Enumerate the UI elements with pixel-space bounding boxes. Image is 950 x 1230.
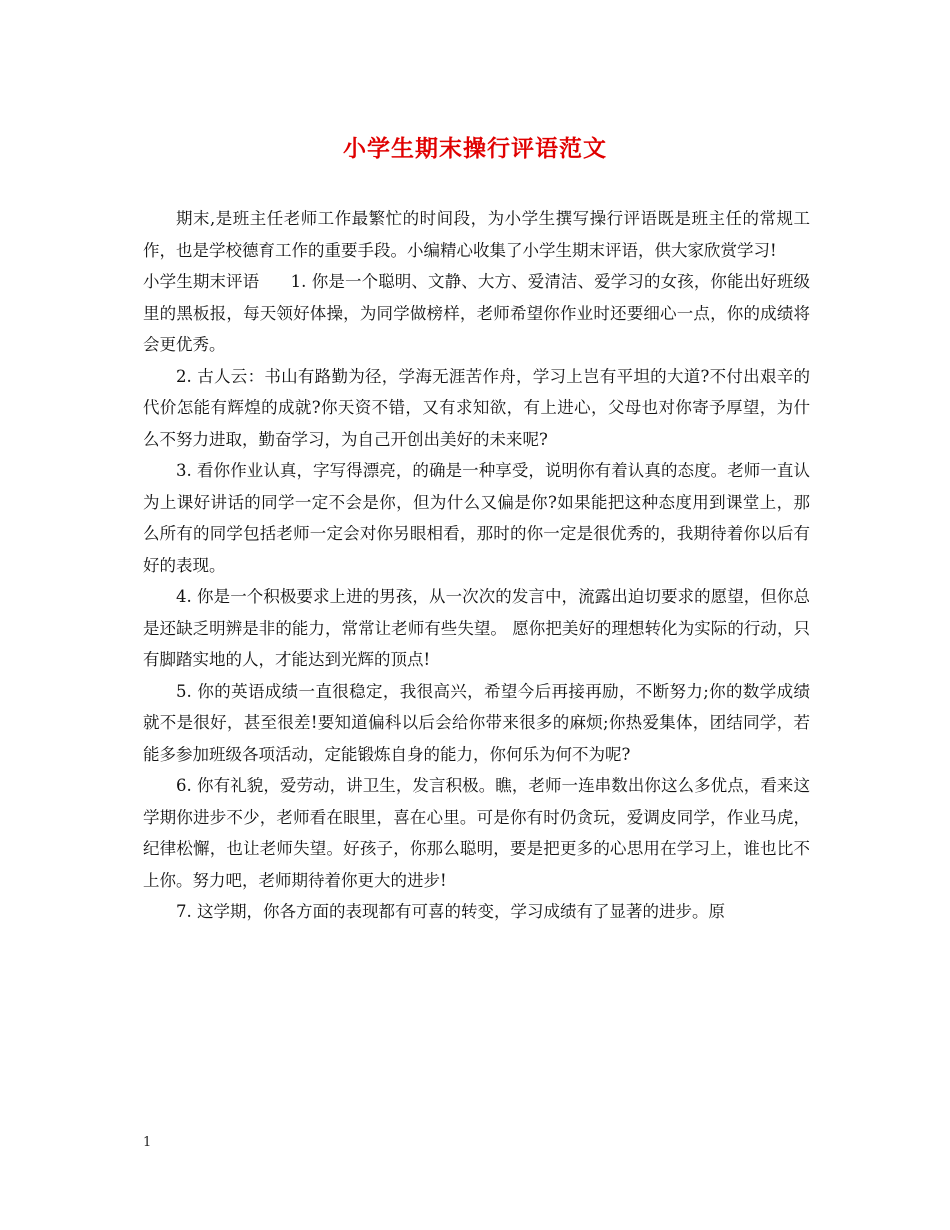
page-number: 1 — [143, 1135, 152, 1150]
document-body — [143, 203, 810, 928]
paragraph-7: 7. 这学期，你各方面的表现都有可喜的转变，学习成绩有了显著的进步。原 — [176, 902, 725, 921]
paragraph-4: 4. 你是一个积极要求上进的男孩，从一次次的发言中，流露出迫切要求的愿望，但你总是还缺乏明辨是非的能力，常常让老师有些失望。 愿你把美好的理想转化为实际的行动，只有脚踏实地的人，才能达到光辉的顶点! — [143, 587, 810, 669]
paragraph-3: 3. 看你作业认真，字写得漂亮，的确是一种享受，说明你有着认真的态度。老师一直认为上课好讲话的同学一定不会是你，但为什么又偏是你?如果能把这种态度用到课堂上，那么所有的同学包括老师一定会对你另眼相看，那时的你一定是很优秀的，我期待着你以后有好的表现。 — [143, 461, 810, 575]
document-title: 小学生期末操行评语范文 — [343, 135, 607, 162]
paragraph-5: 5. 你的英语成绩一直很稳定，我很高兴，希望今后再接再励，不断努力;你的数学成绩就不是很好，甚至很差!要知道偏科以后会给你带来很多的麻烦;你热爱集体，团结同学，若能多参加班级各项活动，定能锻炼自身的能力，你何乐为何不为呢? — [143, 681, 810, 764]
paragraph-1-text: 1. 你是一个聪明、文静、大方、爱清洁、爱学习的女孩，你能出好班级里的黑板报，每天领好体操，为同学做榜样，老师希望你作业时还要细心一点，你的成绩将会更优秀。 — [143, 272, 810, 354]
intro-paragraph: 期末,是班主任老师工作最繁忙的时间段，为小学生撰写操行评语既是班主任的常规工作，也是学校德育工作的重要手段。小编精心收集了小学生期末评语，供大家欣赏学习! — [143, 209, 810, 260]
paragraph-2: 2. 古人云：书山有路勤为径，学海无涯苦作舟，学习上岂有平坦的大道?不付出艰辛的代价怎能有辉煌的成就?你天资不错，又有求知欲，有上进心，父母也对你寄予厚望，为什么不努力进取，勤奋学习，为自己开创出美好的未来呢? — [143, 366, 810, 449]
section-label: 小学生期末评语 — [143, 272, 260, 291]
paragraph-6: 6. 你有礼貌，爱劳动，讲卫生，发言积极。瞧，老师一连串数出你这么多优点，看来这学期你进步不少，老师看在眼里，喜在心里。可是你有时仍贪玩，爱调皮同学，作业马虎，纪律松懈，也让老师失望。好孩子，你那么聪明，要是把更多的心思用在学习上，谁也比不上你。努力吧，老师期待着你更大的进步! — [143, 776, 810, 890]
paragraph-1 — [143, 266, 810, 361]
